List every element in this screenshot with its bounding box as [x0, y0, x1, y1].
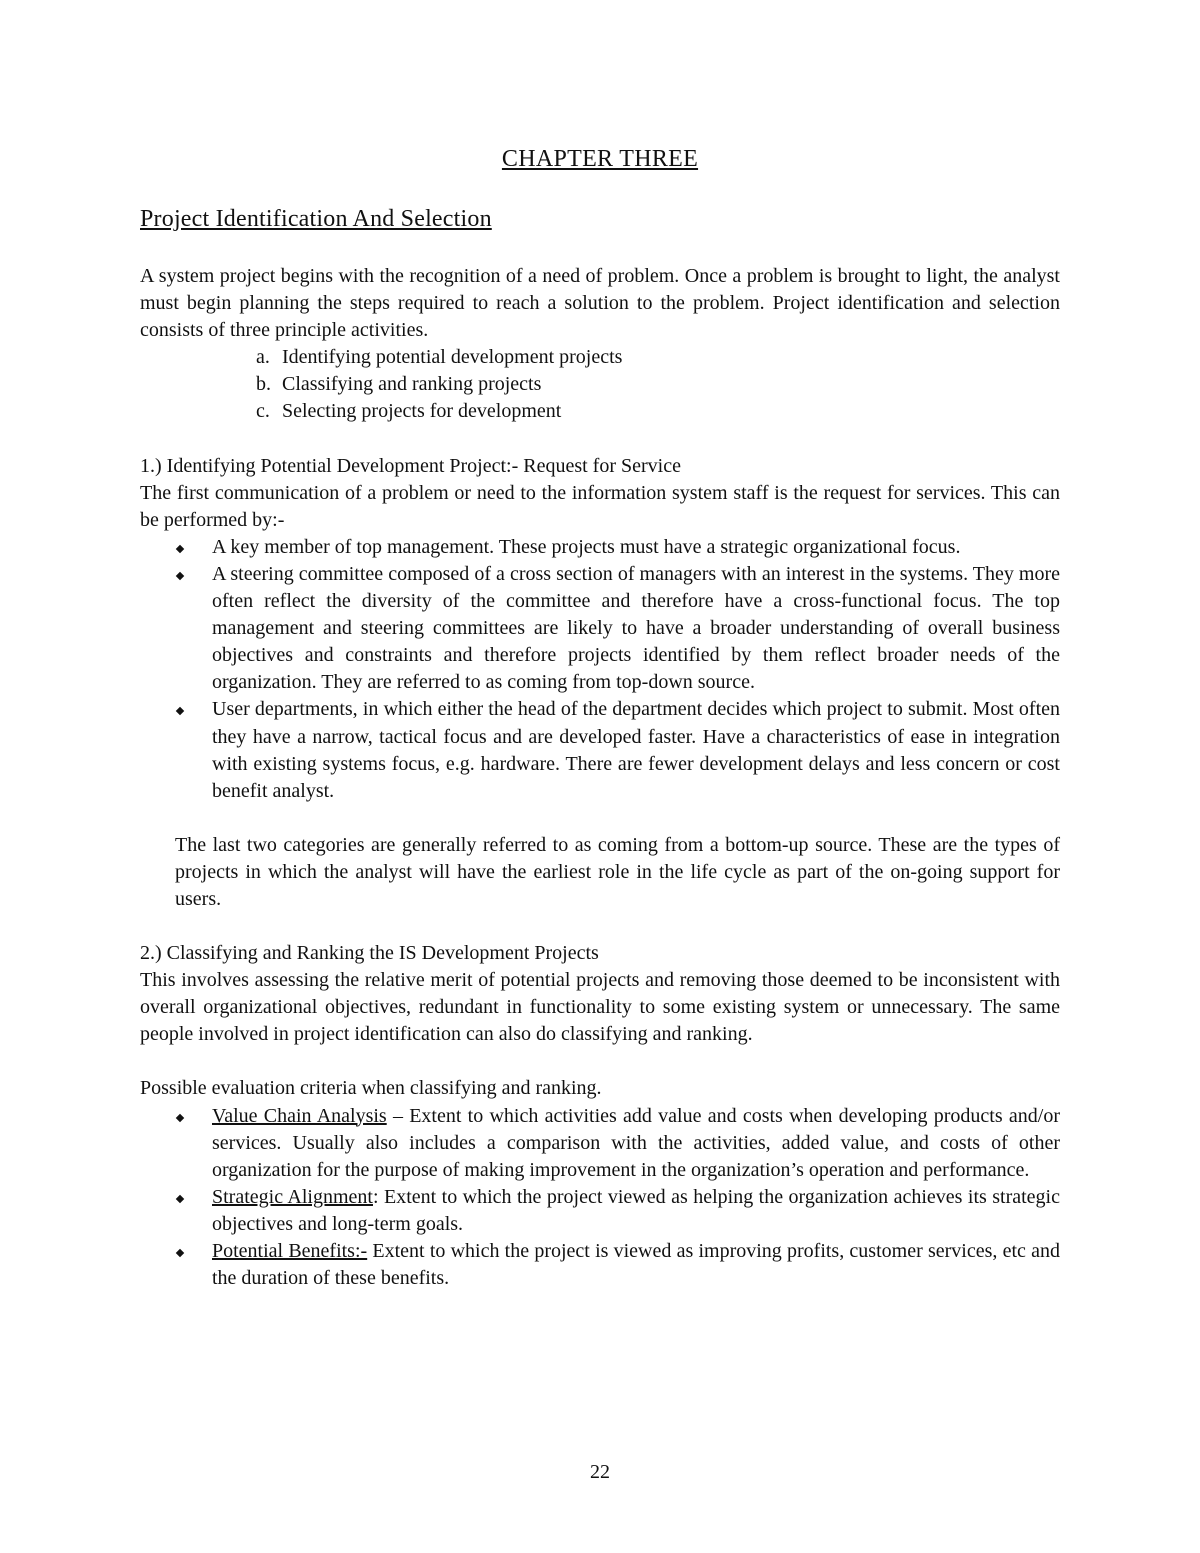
- list-item: [140, 371, 1060, 398]
- diamond-bullet-icon: [176, 1249, 184, 1257]
- diamond-bullet-icon: [176, 707, 184, 715]
- criteria-list: [140, 1103, 1060, 1293]
- list-item-text: Classifying and ranking projects: [282, 373, 542, 396]
- document-body: [140, 263, 1060, 1292]
- section-title: Project Identification And Selection: [140, 206, 492, 232]
- list-item: [140, 561, 1060, 696]
- criterion-term: Potential Benefits:-: [212, 1240, 368, 1262]
- list-marker: a.: [256, 346, 270, 369]
- criterion-term: Value Chain Analysis: [212, 1104, 387, 1127]
- section-2-heading: 2.) Classifying and Ranking the IS Development Projects: [140, 942, 599, 965]
- activity-list: [140, 344, 1060, 425]
- criterion-text: – Extent to which activities add value and costs when developing products and/or services. Usually also includes a comparison with the activities, added value, and costs of other organization for the purpose of making improvement in the organization’s operation and performance.: [212, 1104, 1060, 1181]
- list-item: [140, 534, 1060, 561]
- page-number: 22: [590, 1461, 610, 1483]
- list-item: [140, 398, 1060, 425]
- list-item: [140, 1184, 1060, 1238]
- list-item-text: A key member of top management. These projects must have a strategic organizational focus.: [212, 535, 961, 558]
- list-item: [140, 1238, 1060, 1292]
- list-item-text: Selecting projects for development: [282, 400, 562, 423]
- section-1-intro: The first communication of a problem or need to the information system staff is the request for services. This can be performed by:-: [140, 481, 1060, 531]
- list-marker: b.: [256, 373, 271, 396]
- criteria-intro: Possible evaluation criteria when classifying and ranking.: [140, 1077, 602, 1100]
- criterion-term: Strategic Alignment: [212, 1185, 373, 1208]
- list-item-text: User departments, in which either the head of the department decides which project to submit. Most often they have a narrow, tactical focus and are developed faster. Have a characteristics of ease in integration with existing systems focus, e.g. hardware. There are fewer development delays and less concern or cost benefit analyst.: [212, 698, 1060, 802]
- request-sources-list: [140, 534, 1060, 805]
- intro-paragraph: A system project begins with the recognition of a need of problem. Once a problem is brought to light, the analyst must begin planning the steps required to reach a solution to the problem. Project identification and selection consists of three principle activities.: [140, 265, 1060, 342]
- chapter-title: CHAPTER THREE: [501, 146, 699, 172]
- diamond-bullet-icon: [176, 1195, 184, 1203]
- section-2-intro: This involves assessing the relative merit of potential projects and removing those deemed to be inconsistent with overall organizational objectives, redundant in functionality to some existing system or unnecessary. The same people involved in project identification can also do classifying and ranking.: [140, 969, 1060, 1046]
- document-page: [140, 0, 1060, 1553]
- section-1-heading: 1.) Identifying Potential Development Project:- Request for Service: [140, 454, 681, 477]
- list-item: [140, 1103, 1060, 1184]
- list-item-text: Identifying potential development projects: [282, 346, 623, 369]
- diamond-bullet-icon: [176, 1113, 184, 1121]
- list-item: [140, 344, 1060, 371]
- diamond-bullet-icon: [176, 545, 184, 553]
- section-1-closing: The last two categories are generally referred to as coming from a bottom-up source. These are the types of projects in which the analyst will have the earliest role in the life cycle as part of the on-going support for users.: [175, 833, 1060, 910]
- list-marker: c.: [256, 400, 270, 423]
- list-item-text: A steering committee composed of a cross section of managers with an interest in the systems. They more often reflect the diversity of the committee and therefore have a cross-functional focus. The top management and steering committees are likely to have a broader understanding of overall business objectives and constraints and therefore projects identified by them reflect broader needs of the organization. They are referred to as coming from top-down source.: [212, 562, 1060, 694]
- criterion-text: Extent to which the project is viewed as improving profits, customer services, etc and the duration of these benefits.: [212, 1240, 1060, 1290]
- list-item: [140, 696, 1060, 804]
- criterion-text: : Extent to which the project viewed as helping the organization achieves its strategic objectives and long-term goals.: [212, 1185, 1060, 1235]
- diamond-bullet-icon: [176, 572, 184, 580]
